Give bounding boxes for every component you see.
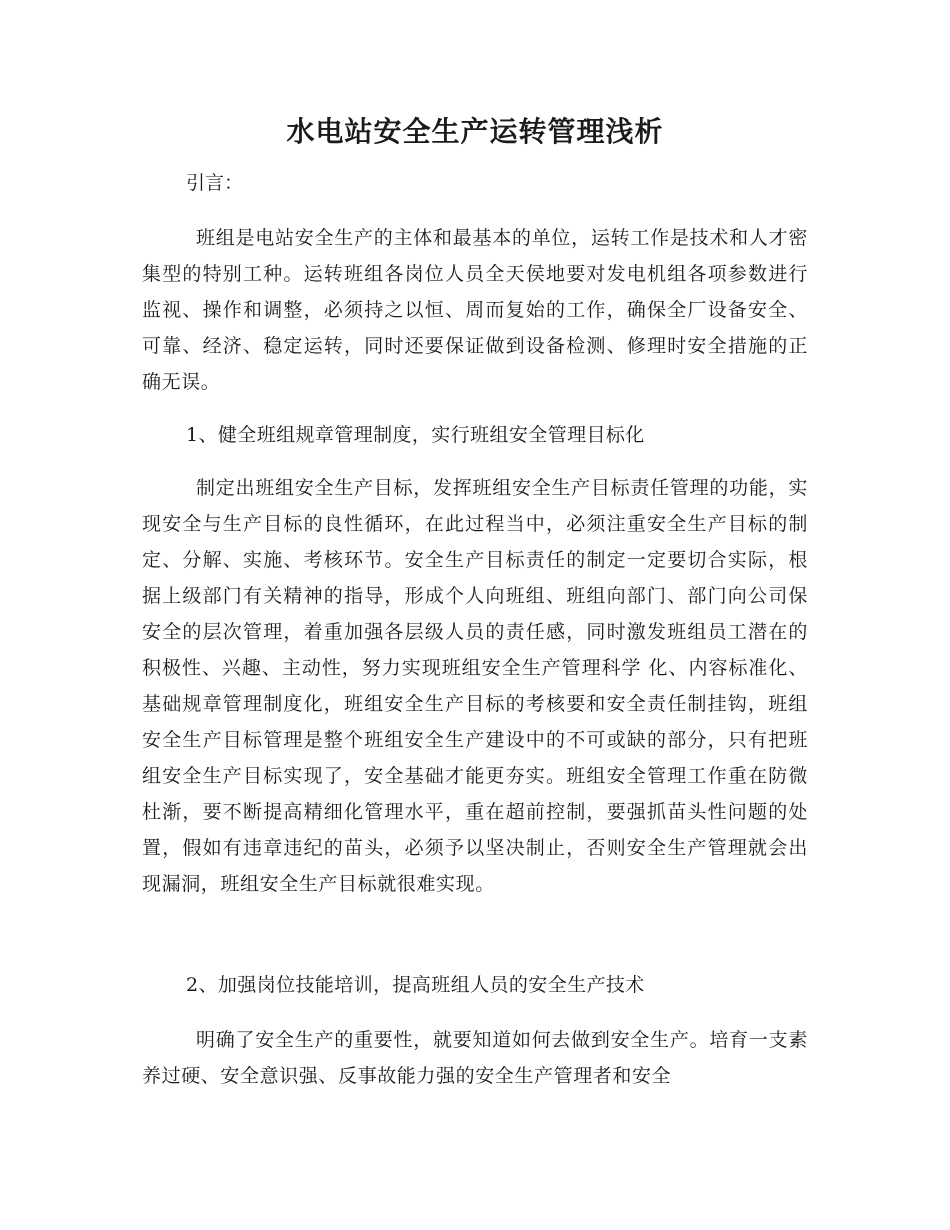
paragraph-1: 班组是电站安全生产的主体和最基本的单位，运转工作是技术和人才密集型的特别工种。运转班组各岗位人员全天侯地要对发电机组各项参数进行监视、操作和调整，必须持之以恒、周而复始的工作，确保全厂设备安全、可靠、经济、稳定运转，同时还要保证做到设备检测、修理时安全措施的正确无误。	[142, 227, 808, 393]
paragraph-3: 明确了安全生产的重要性，就要知道如何去做到安全生产。培育一支素养过硬、安全意识强、反事故能力强的安全生产管理者和安全	[142, 1029, 808, 1087]
document-title: 水电站安全生产运转管理浅析	[286, 115, 664, 148]
intro-label: 引言：	[186, 172, 244, 194]
section-heading-2: 2、加强岗位技能培训，提高班组人员的安全生产技术	[186, 974, 645, 996]
section-heading-1: 1、健全班组规章管理制度，实行班组安全管理目标化	[186, 424, 645, 446]
paragraph-2: 制定出班组安全生产目标，发挥班组安全生产目标责任管理的功能，实现安全与生产目标的良性循环，在此过程当中，必须注重安全生产目标的制定、分解、实施、考核环节。安全生产目标责任的制定一定要切合实际，根据上级部门有关精神的指导，形成个人向班组、班组向部门、部门向公司保安全的层次管理，着重加强各层级人员的责任感，同时激发班组员工潜在的积极性、兴趣、主动性，努力实现班组安全生产管理科学 化、内容标准化、基础规章管理制度化，班组安全生产目标的考核要和安全责任制挂钩，班组安全生产目标管理是整个班组安全生产建设中的不可或缺的部分，只有把班组安全生产目标实现了，安全基础才能更夯实。班组安全管理工作重在防微杜渐，要不断提高精细化管理水平，重在超前控制，要强抓苗头性问题的处置，假如有违章违纪的苗头，必须予以坚决制止，否则安全生产管理就会出现漏洞，班组安全生产目标就很难实现。	[142, 477, 808, 895]
